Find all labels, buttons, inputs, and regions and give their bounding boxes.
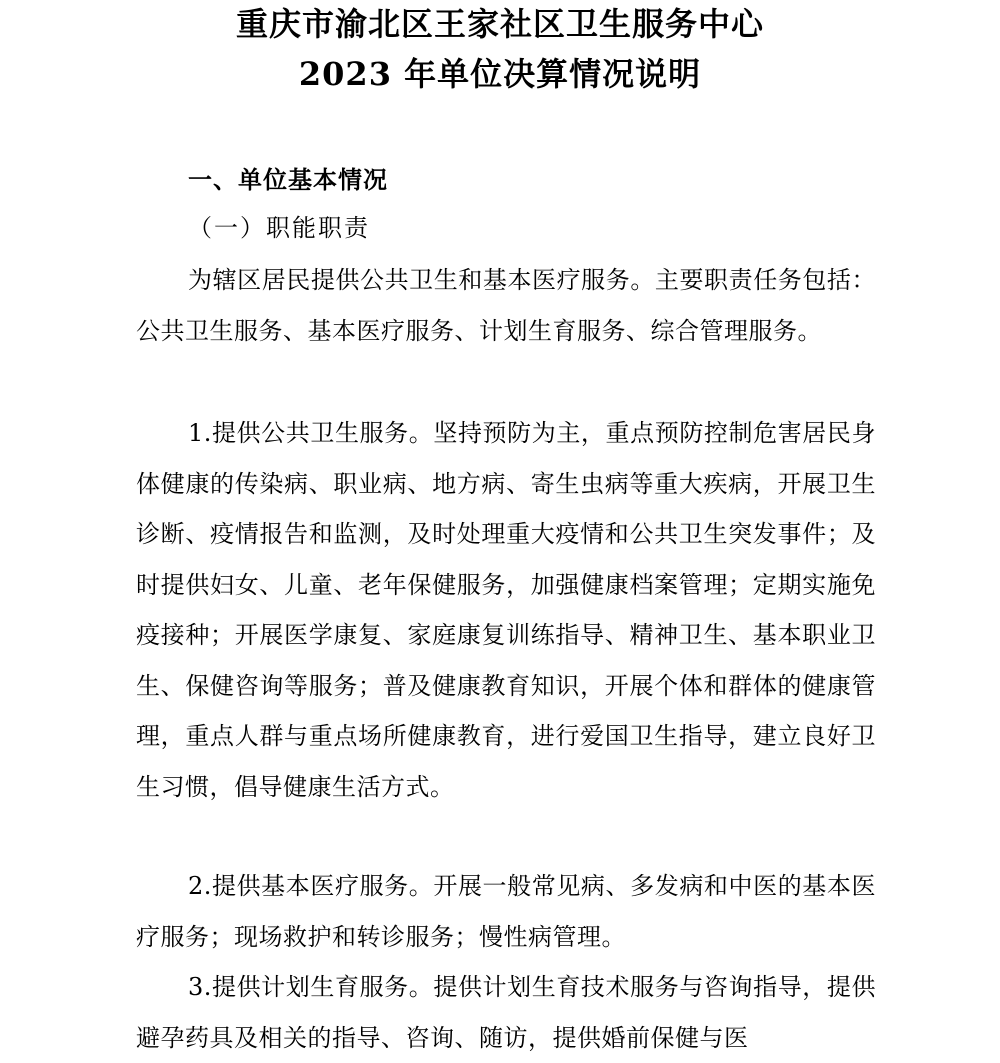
section-heading-basic-info: 一、单位基本情况 xyxy=(188,165,388,194)
subsection-heading-functions: （一）职能职责 xyxy=(188,214,370,242)
paragraph-basic-medical: 2.提供基本医疗服务。开展一般常见病、多发病和中医的基本医疗服务；现场救护和转诊服务；慢性病管理。 xyxy=(136,872,876,951)
paragraph-family-planning: 3.提供计划生育服务。提供计划生育技术服务与咨询指导，提供避孕药具及相关的指导、咨询、随访，提供婚前保健与医 xyxy=(136,973,876,1052)
paragraph-overview: 为辖区居民提供公共卫生和基本医疗服务。主要职责任务包括：公共卫生服务、基本医疗服务、计划生育服务、综合管理服务。 xyxy=(136,266,876,345)
document-title-line-2: 2023 年单位决算情况说明 xyxy=(298,55,702,93)
paragraph-public-health: 1.提供公共卫生服务。坚持预防为主，重点预防控制危害居民身体健康的传染病、职业病、地方病、寄生虫病等重大疾病，开展卫生诊断、疫情报告和监测，及时处理重大疫情和公共卫生突发事件；及时提供妇女、儿童、老年保健服务，加强健康档案管理；定期实施免疫接种；开展医学康复、家庭康复训练指导、精神卫生、基本职业卫生、保健咨询等服务；普及健康教育知识，开展个体和群体的健康管理，重点人群与重点场所健康教育，进行爱国卫生指导，建立良好卫生习惯，倡导健康生活方式。 xyxy=(136,419,876,801)
document-title-line-1: 重庆市渝北区王家社区卫生服务中心 xyxy=(235,5,764,43)
